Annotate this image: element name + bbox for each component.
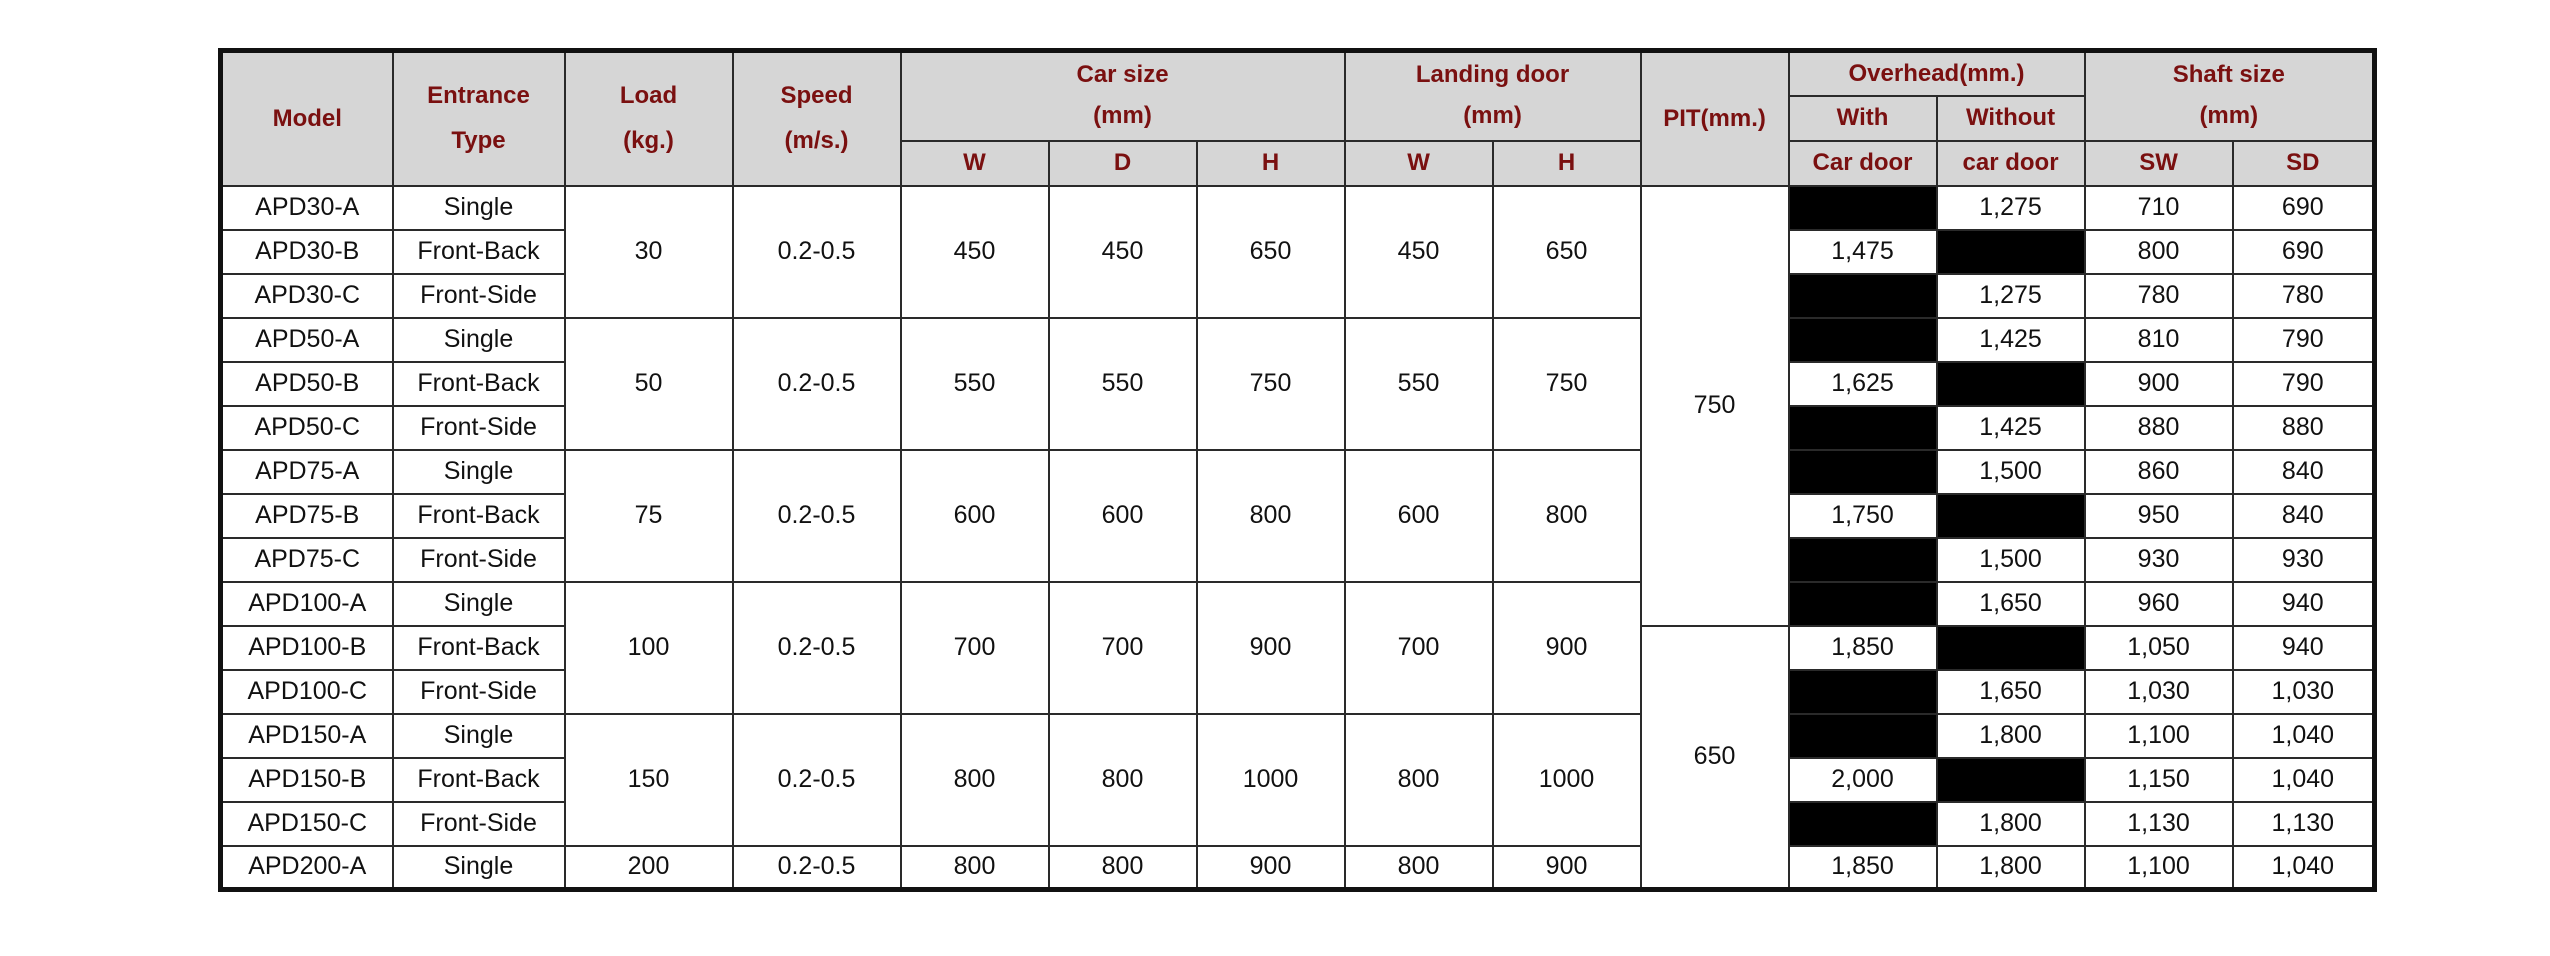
without-car-door-cell: 1,275 [1937,274,2085,318]
shaft-sd-cell: 840 [2233,450,2375,494]
shaft-sd-cell: 1,040 [2233,758,2375,802]
with-car-door-cell: 1,475 [1789,230,1937,274]
landing-w-cell: 550 [1345,318,1493,450]
entrance-type-cell: Single [393,318,565,362]
with-car-door-cell [1789,582,1937,626]
car-w-cell: 800 [901,714,1049,846]
landing-h-cell: 750 [1493,318,1641,450]
model-cell: APD150-A [221,714,393,758]
entrance-type-cell: Single [393,450,565,494]
table-row [221,450,2375,494]
model-cell: APD50-A [221,318,393,362]
load-cell: 50 [565,318,733,450]
car-d-cell: 700 [1049,582,1197,714]
speed-cell: 0.2-0.5 [733,846,901,890]
car-h-cell: 900 [1197,582,1345,714]
without-car-door-cell: 1,275 [1937,186,2085,230]
entrance-type-cell: Single [393,582,565,626]
header-line: (m/s.) [784,126,849,154]
car-d-header: D [1049,141,1197,186]
shaft-sd-cell: 930 [2233,538,2375,582]
shaft-sw-cell: 930 [2085,538,2233,582]
shaft-sd-cell: 880 [2233,406,2375,450]
car-d-cell: 450 [1049,186,1197,318]
with-car-door-cell [1789,406,1937,450]
without-car-door-header-top: Without [1937,96,2085,141]
with-car-door-cell [1789,186,1937,230]
car-d-cell: 800 [1049,714,1197,846]
header-line: (mm) [1463,102,1522,130]
shaft-sd-header: SD [2233,141,2375,186]
model-cell: APD30-C [221,274,393,318]
landing-h-cell: 900 [1493,582,1641,714]
shaft-sw-cell: 950 [2085,494,2233,538]
without-car-door-cell [1937,626,2085,670]
shaft-sw-cell: 1,150 [2085,758,2233,802]
landing-w-header: W [1345,141,1493,186]
with-car-door-cell: 1,750 [1789,494,1937,538]
shaft-sw-cell: 780 [2085,274,2233,318]
entrance-type-cell: Front-Side [393,274,565,318]
model-cell: APD75-C [221,538,393,582]
without-car-door-cell: 1,800 [1937,802,2085,846]
entrance-type-cell: Front-Side [393,538,565,582]
car-h-cell: 900 [1197,846,1345,890]
car-w-cell: 700 [901,582,1049,714]
entrance-type-cell: Front-Back [393,626,565,670]
car-d-cell: 800 [1049,846,1197,890]
with-car-door-cell [1789,538,1937,582]
shaft-sd-cell: 1,040 [2233,846,2375,890]
model-cell: APD100-C [221,670,393,714]
speed-header [733,51,901,186]
landing-w-cell: 450 [1345,186,1493,318]
shaft-sd-cell: 790 [2233,318,2375,362]
speed-cell: 0.2-0.5 [733,714,901,846]
shaft-sw-cell: 900 [2085,362,2233,406]
shaft-sd-cell: 780 [2233,274,2375,318]
model-cell: APD75-B [221,494,393,538]
with-car-door-header-top: With [1789,96,1937,141]
table-row [221,714,2375,758]
with-car-door-cell [1789,318,1937,362]
without-car-door-cell [1937,230,2085,274]
car-h-cell: 1000 [1197,714,1345,846]
car-h-cell: 650 [1197,186,1345,318]
without-car-door-cell: 1,650 [1937,670,2085,714]
model-cell: APD30-A [221,186,393,230]
model-cell: APD30-B [221,230,393,274]
shaft-sd-cell: 1,040 [2233,714,2375,758]
shaft-sw-cell: 1,100 [2085,846,2233,890]
entrance-type-cell: Single [393,186,565,230]
header-line: (mm) [2199,102,2259,130]
header-line: Entrance [427,81,530,109]
model-cell: APD100-A [221,582,393,626]
car-h-cell: 750 [1197,318,1345,450]
landing-h-cell: 900 [1493,846,1641,890]
elevator-spec-table [218,48,2377,892]
without-car-door-cell: 1,650 [1937,582,2085,626]
car-w-cell: 550 [901,318,1049,450]
car-w-header: W [901,141,1049,186]
header-line: (kg.) [623,126,674,154]
shaft-sw-cell: 1,030 [2085,670,2233,714]
speed-cell: 0.2-0.5 [733,450,901,582]
landing-w-cell: 800 [1345,846,1493,890]
car-d-cell: 550 [1049,318,1197,450]
shaft-sd-cell: 790 [2233,362,2375,406]
table-row [221,582,2375,626]
with-car-door-cell [1789,274,1937,318]
with-car-door-cell [1789,802,1937,846]
load-cell: 200 [565,846,733,890]
with-car-door-cell: 1,625 [1789,362,1937,406]
car-h-cell: 800 [1197,450,1345,582]
shaft-sd-cell: 940 [2233,582,2375,626]
overhead-header: Overhead(mm.) [1789,51,2085,96]
shaft-sd-cell: 840 [2233,494,2375,538]
load-header [565,51,733,186]
without-car-door-cell: 1,425 [1937,406,2085,450]
pit-cell: 650 [1641,626,1789,890]
shaft-sd-cell: 1,130 [2233,802,2375,846]
landing-w-cell: 700 [1345,582,1493,714]
header-line: (mm) [1093,102,1152,130]
with-car-door-cell: 1,850 [1789,846,1937,890]
entrance-type-cell: Single [393,714,565,758]
car-w-cell: 450 [901,186,1049,318]
table-row [221,846,2375,890]
landing-h-cell: 1000 [1493,714,1641,846]
entrance-type-header [393,51,565,186]
shaft-sw-header: SW [2085,141,2233,186]
landing-w-cell: 800 [1345,714,1493,846]
header-line: Speed [780,81,853,109]
car-w-cell: 800 [901,846,1049,890]
model-cell: APD200-A [221,846,393,890]
car-size-header [901,51,1345,141]
speed-cell: 0.2-0.5 [733,186,901,318]
load-cell: 100 [565,582,733,714]
without-car-door-cell: 1,800 [1937,846,2085,890]
entrance-type-cell: Front-Back [393,494,565,538]
header-line: Load [619,81,678,109]
shaft-sw-cell: 1,050 [2085,626,2233,670]
landing-door-header [1345,51,1641,141]
without-car-door-cell: 1,425 [1937,318,2085,362]
entrance-type-cell: Front-Back [393,230,565,274]
shaft-sd-cell: 1,030 [2233,670,2375,714]
shaft-sd-cell: 690 [2233,186,2375,230]
entrance-type-cell: Front-Side [393,406,565,450]
without-car-door-cell: 1,500 [1937,538,2085,582]
landing-h-header: H [1493,141,1641,186]
entrance-type-cell: Single [393,846,565,890]
load-cell: 30 [565,186,733,318]
without-car-door-cell [1937,362,2085,406]
pit-header: PIT(mm.) [1641,51,1789,186]
with-car-door-cell: 1,850 [1789,626,1937,670]
header-line: Shaft size [2172,61,2285,89]
model-cell: APD75-A [221,450,393,494]
speed-cell: 0.2-0.5 [733,582,901,714]
table-row [221,186,2375,230]
with-car-door-cell [1789,714,1937,758]
table-row [221,318,2375,362]
model-cell: APD50-B [221,362,393,406]
landing-h-cell: 650 [1493,186,1641,318]
table-body [221,186,2375,890]
with-car-door-cell: 2,000 [1789,758,1937,802]
landing-w-cell: 600 [1345,450,1493,582]
car-w-cell: 600 [901,450,1049,582]
table-header [221,51,2375,186]
model-cell: APD100-B [221,626,393,670]
entrance-type-cell: Front-Back [393,362,565,406]
model-cell: APD150-C [221,802,393,846]
with-car-door-cell [1789,670,1937,714]
shaft-sw-cell: 710 [2085,186,2233,230]
load-cell: 75 [565,450,733,582]
entrance-type-cell: Front-Back [393,758,565,802]
shaft-sw-cell: 810 [2085,318,2233,362]
car-d-cell: 600 [1049,450,1197,582]
header-line: Type [451,126,506,154]
model-cell: APD150-B [221,758,393,802]
without-car-door-cell: 1,800 [1937,714,2085,758]
with-car-door-cell [1789,450,1937,494]
shaft-size-header [2085,51,2375,141]
shaft-sd-cell: 690 [2233,230,2375,274]
without-car-door-header-bottom: car door [1937,141,2085,186]
landing-h-cell: 800 [1493,450,1641,582]
shaft-sw-cell: 880 [2085,406,2233,450]
shaft-sw-cell: 800 [2085,230,2233,274]
shaft-sw-cell: 860 [2085,450,2233,494]
shaft-sw-cell: 960 [2085,582,2233,626]
header-line: Car size [1076,61,1169,89]
without-car-door-cell: 1,500 [1937,450,2085,494]
header-line: Landing door [1415,61,1570,89]
shaft-sw-cell: 1,100 [2085,714,2233,758]
model-header: Model [221,51,393,186]
car-h-header: H [1197,141,1345,186]
without-car-door-cell [1937,494,2085,538]
load-cell: 150 [565,714,733,846]
entrance-type-cell: Front-Side [393,670,565,714]
pit-cell: 750 [1641,186,1789,626]
shaft-sw-cell: 1,130 [2085,802,2233,846]
entrance-type-cell: Front-Side [393,802,565,846]
model-cell: APD50-C [221,406,393,450]
shaft-sd-cell: 940 [2233,626,2375,670]
speed-cell: 0.2-0.5 [733,318,901,450]
with-car-door-header-bottom: Car door [1789,141,1937,186]
without-car-door-cell [1937,758,2085,802]
